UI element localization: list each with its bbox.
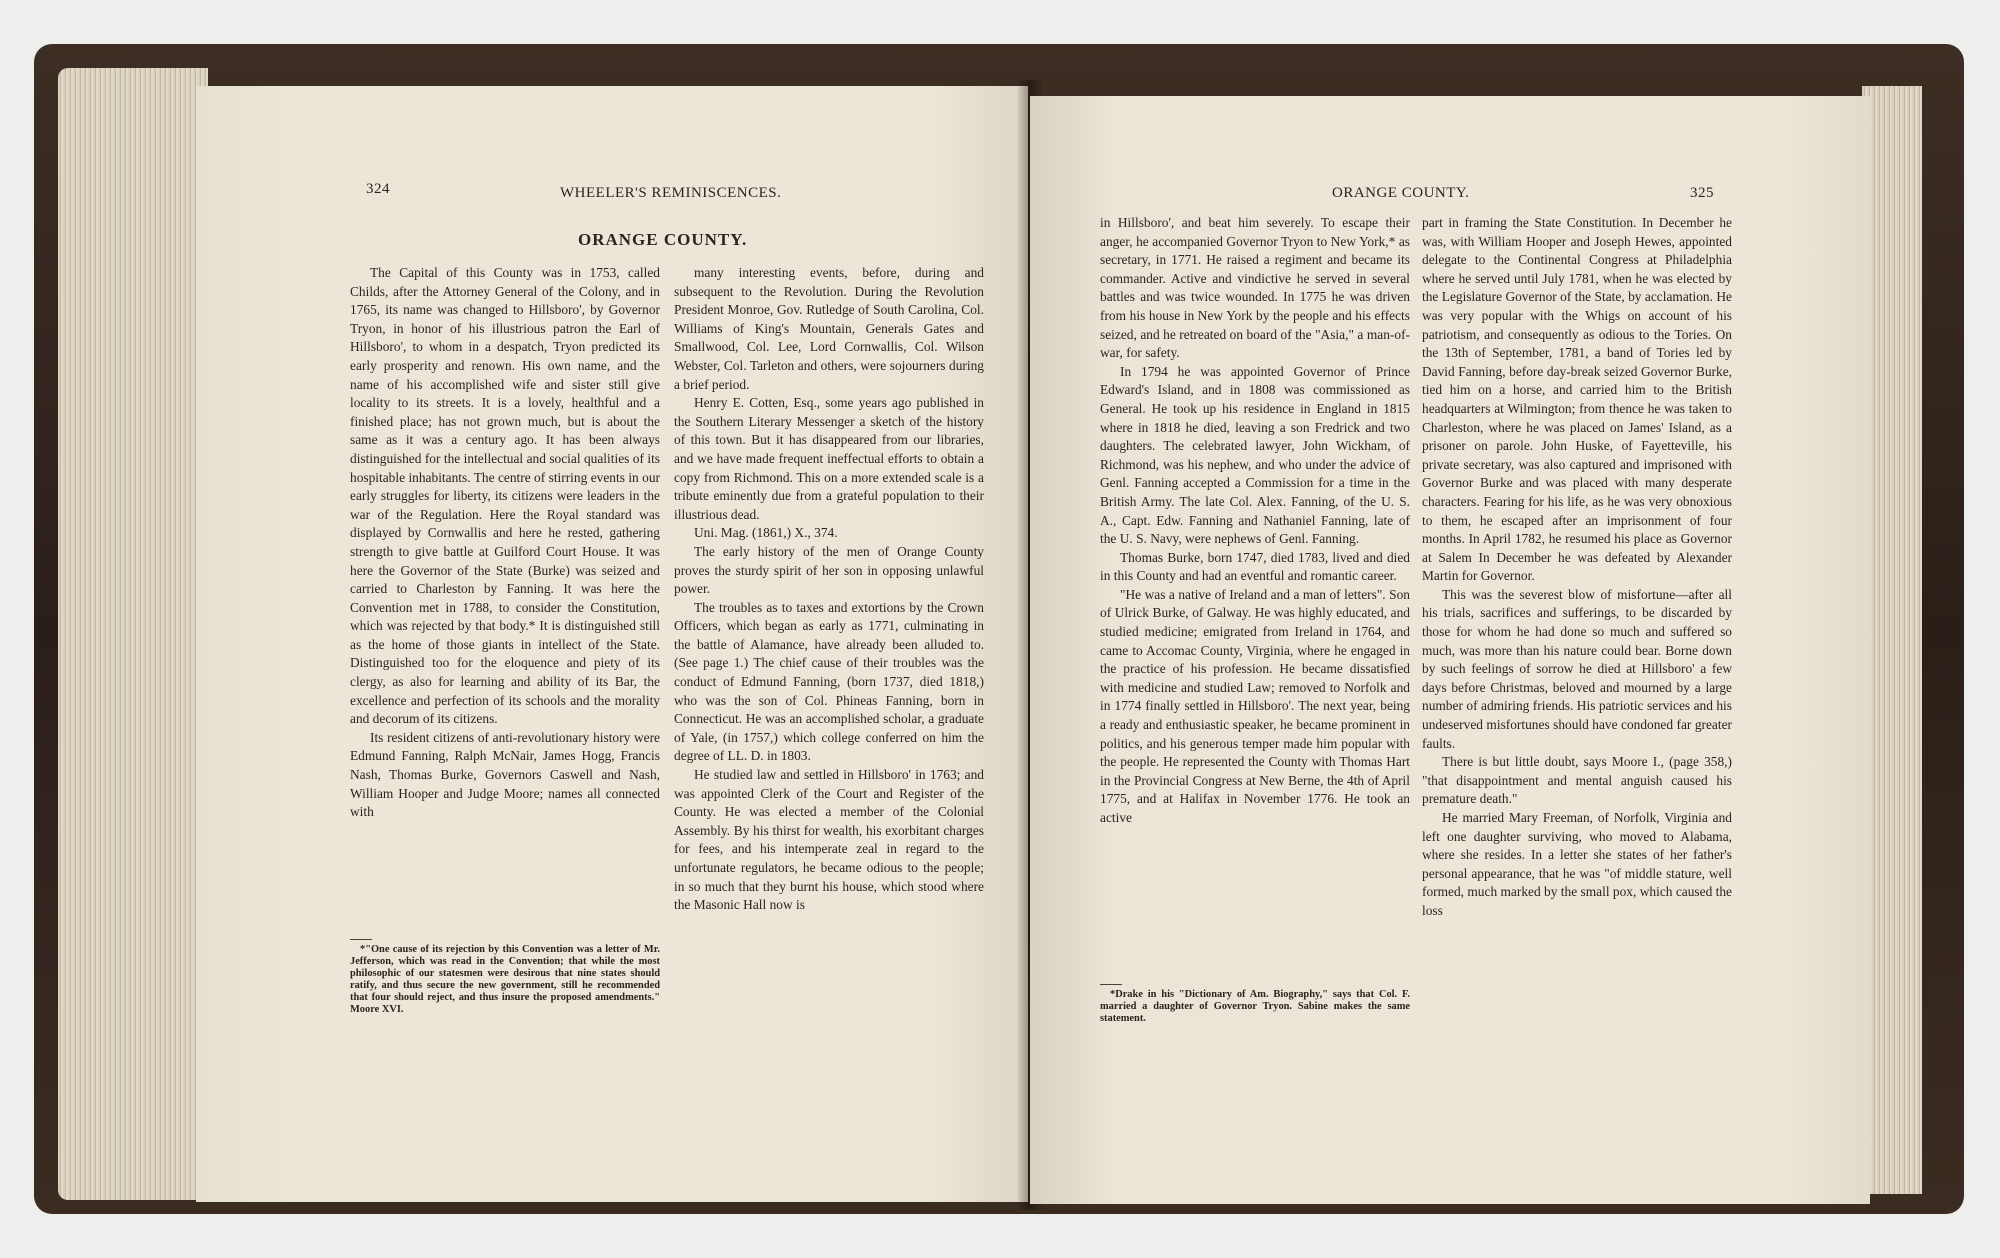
- right-page: [1030, 96, 1870, 1204]
- paragraph: Henry E. Cotten, Esq., some years ago published in the Southern Literary Messenger a sketch of the history of this town. But it has disappeared from our libraries, and we have made frequent ineffectual efforts to obtain a copy from Richmond. This on a more extended scale is a tribute eminently due from a grateful population to their illustrious dead.: [674, 395, 984, 522]
- footnote-text: *"One cause of its rejection by this Convention was a letter of Mr. Jefferson, which was read in the Convention; that while the most philosophic of our statesmen were desirous that nine states should ratify, and thus secure the new government, still he recommended that four should reject, and thus insure the proposed amendments." Moore XVI.: [350, 944, 660, 1015]
- paragraph: He married Mary Freeman, of Norfolk, Virginia and left one daughter surviving, who moved to Alabama, where she resides. In a letter she states of her father's personal appearance, that he was "of middle stature, well formed, much marked by the small pox, which caused the loss: [1422, 810, 1732, 918]
- running-head: ORANGE COUNTY.: [1332, 185, 1470, 201]
- footnote: [350, 944, 660, 1016]
- right-column-2: [1422, 214, 1732, 921]
- paragraph: The Capital of this County was in 1753, called Childs, after the Attorney General of the Colony, and in 1765, its name was changed to Hillsboro', by Governor Tryon, in honor of his illustrious patron the Earl of Hillsboro', to whom in a despatch, Tryon predicted its early prosperity and renown. His own name, and the name of his accomplished wife and sister still give locality to its streets. It is a lovely, healthful and a finished place; has not grown much, but is about the same as it was a century ago. It has been always distinguished for the intellectual and social qualities of its hospitable inhabitants. The centre of stirring events in our early struggles for liberty, its citizens were leaders in the war of the Regulation. Here the Royal standard was displayed by Cornwallis and here he rested, gathering strength to give battle at Guilford Court House. It was here the Governor of the State (Burke) was seized and carried to Charleston by Fanning. It was here the Convention met in 1788, to consider the Constitution, which was rejected by that body.* It is distinguished still as the home of those giants in intellect of the State. Distinguished too for the eloquence and piety of its clergy, as also for learning and ability of its Bar, the excellence and perfection of its schools and the morality and decorum of its citizens.: [350, 265, 660, 727]
- paragraph: "He was a native of Ireland and a man of letters". Son of Ulrick Burke, of Galway. He was highly educated, and studied medicine; emigrated from Ireland in 1764, and came to Accomac County, Virginia, where he engaged in the practice of his profession. He became dissatisfied with medicine and studied Law; removed to Norfolk and in 1774 finally settled in Hillsboro'. The next year, being a ready and enthusiastic speaker, he became prominent in politics, and his generous temper made him popular with the people. He represented the County with Thomas Hart in the Provincial Congress at New Berne, the 4th of April 1775, and at Halifax in November 1776. He took an active: [1100, 586, 1410, 825]
- paragraph: Its resident citizens of anti-revolutionary history were Edmund Fanning, Ralph McNair, James Hogg, Francis Nash, Thomas Burke, Governors Caswell and Nash, William Hooper and Judge Moore; names all connected with: [350, 729, 660, 820]
- paragraph: This was the severest blow of misfortune—after all his trials, sacrifices and sufferings, to be discarded by those for whom he had done so much and suffered so much, was more than his nature could bear. Borne down by such feelings of sorrow he died at Hillsboro' a few days before Christmas, beloved and mourned by a large number of admiring friends. His patriotic services and his undeserved misfortunes should have condoned far greater faults.: [1422, 586, 1732, 751]
- page-number: 325: [1690, 185, 1714, 201]
- paragraph: The troubles as to taxes and extortions by the Crown Officers, which began as early as 1771, culminating in the battle of Alamance, have already been alluded to. (See page 1.) The chief cause of their troubles was the conduct of Edmund Fanning, (born 1737, died 1818,) who was the son of Col. Phineas Fanning, born in Connecticut. He was an accomplished scholar, a graduate of Yale, (in 1757,) which college conferred on him the degree of LL. D. in 1803.: [674, 599, 984, 764]
- left-column-2: [674, 264, 984, 915]
- left-page: [196, 86, 1028, 1202]
- paragraph: in Hillsboro', and beat him severely. To escape their anger, he accompanied Governor Tryon to New York,* as secretary, in 1771. He raised a regiment and became its commander. Active and vindictive he served in several battles and was twice wounded. In 1775 he was driven from his house in New York by the people and his effects seized, and he retreated on board of the "Asia," a man-of-war, for safety.: [1100, 215, 1410, 361]
- chapter-title: ORANGE COUNTY.: [578, 230, 748, 249]
- paragraph: There is but little doubt, says Moore I., (page 358,) "that disappointment and mental anguish caused his premature death.": [1422, 754, 1732, 807]
- left-column-1: [350, 264, 660, 822]
- footnote-rule: [1100, 984, 1122, 985]
- right-column-1: [1100, 214, 1410, 828]
- page-number: 324: [366, 181, 390, 197]
- page-edges-left: [58, 68, 208, 1200]
- paragraph: many interesting events, before, during and subsequent to the Revolution. During the Revolution President Monroe, Gov. Rutledge of South Carolina, Col. Williams of King's Mountain, Generals Gates and Smallwood, Col. Lee, Lord Cornwallis, Col. Wilson Webster, Col. Tarleton and others, were sojourners during a brief period.: [674, 265, 984, 392]
- paragraph: Thomas Burke, born 1747, died 1783, lived and died in this County and had an eventful and romantic career.: [1100, 549, 1410, 584]
- paragraph: part in framing the State Constitution. In December he was, with William Hooper and Joseph Hewes, appointed delegate to the Continental Congress at Philadelphia where he served until July 1781, when he was elected by the Legislature Governor of the State, by acclamation. He was very popular with the Whigs on account of his patriotism, and consequently as odious to the Tories. On the 13th of September, 1781, a band of Tories led by David Fanning, before day-break seized Governor Burke, tied him on a horse, and carried him to the British headquarters at Wilmington; from thence he was taken to Charleston, where he was placed on James' Island, as a prisoner on parole. John Huske, of Fayetteville, his private secretary, was also captured and imprisoned with Governor Burke and was placed with many desperate characters. Fearing for his life, as he was very obnoxious to them, he escaped after an imprisonment of four months. In April 1782, he resumed his place as Governor at Salem In December he was defeated by Alexander Martin for Governor.: [1422, 215, 1732, 584]
- footnote-rule: [350, 939, 372, 940]
- citation: Uni. Mag. (1861,) X., 374.: [694, 525, 838, 541]
- paragraph: In 1794 he was appointed Governor of Prince Edward's Island, and in 1808 was commissioned as General. He took up his residence in England in 1815 where in 1818 he died, leaving a son Fredrick and two daughters. The celebrated lawyer, John Wickham, of Richmond, was his nephew, and who under the advice of Genl. Fanning accepted a Commission for a time in the British Army. The late Col. Alex. Fanning, of the U. S. A., Capt. Edw. Fanning and Nathaniel Fanning, late of the U. S. Navy, were nephews of Genl. Fanning.: [1100, 363, 1410, 547]
- paragraph: The early history of the men of Orange County proves the sturdy spirit of her son in opposing unlawful power.: [674, 543, 984, 597]
- footnote: [1100, 989, 1410, 1025]
- footnote-text: *Drake in his "Dictionary of Am. Biography," says that Col. F. married a daughter of Governor Tryon. Sabine makes the same statement.: [1100, 989, 1410, 1024]
- paragraph: He studied law and settled in Hillsboro' in 1763; and was appointed Clerk of the Court and Register of the County. He was elected a member of the Colonial Assembly. By his thirst for wealth, his exorbitant charges for fees, and his intemperate zeal in regard to the unfortunate regulators, he became odious to the people; in so much that they burnt his house, which stood where the Masonic Hall now is: [674, 767, 984, 913]
- page-edges-right: [1862, 86, 1922, 1194]
- running-head: WHEELER'S REMINISCENCES.: [560, 185, 782, 201]
